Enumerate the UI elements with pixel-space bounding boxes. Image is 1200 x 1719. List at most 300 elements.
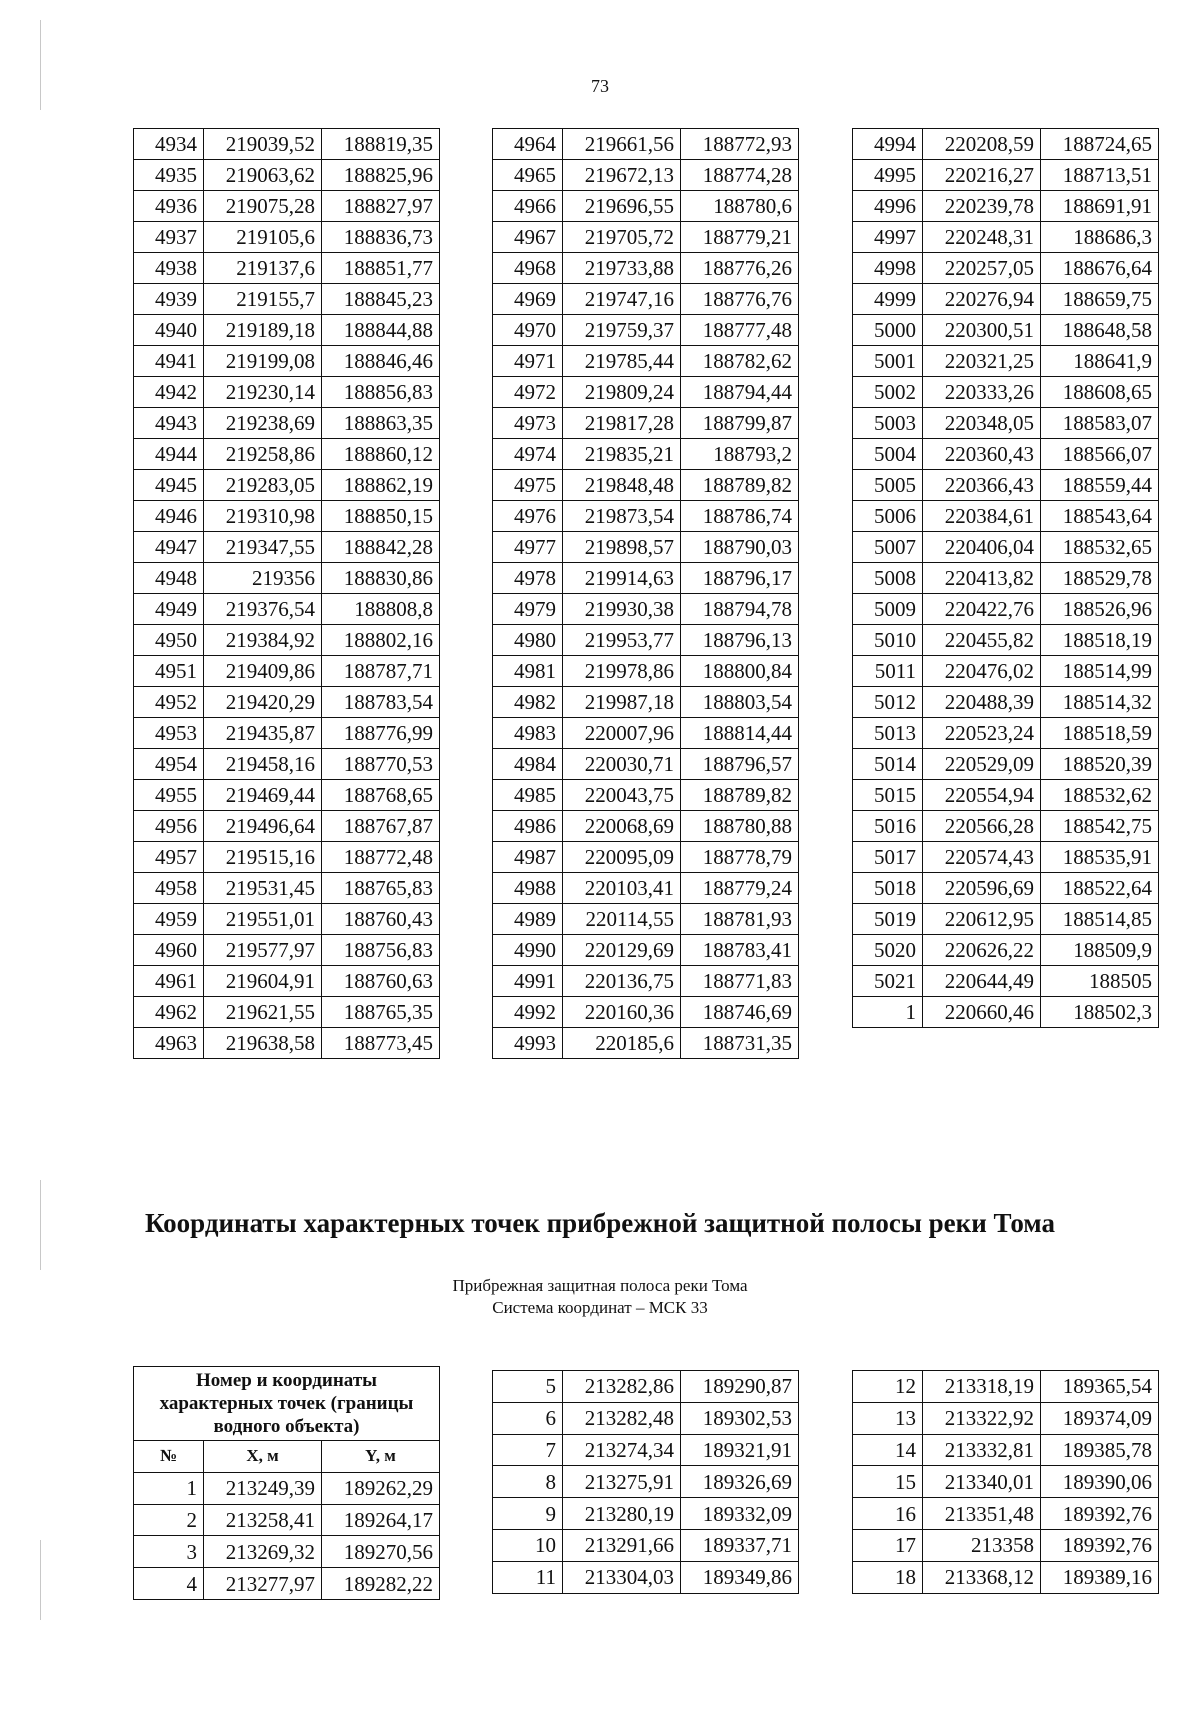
y-coordinate: 188514,99 xyxy=(1041,656,1159,687)
table-row xyxy=(493,656,799,687)
x-coordinate: 213322,92 xyxy=(923,1402,1041,1434)
table-row xyxy=(493,470,799,501)
table-row xyxy=(493,253,799,284)
point-number: 4958 xyxy=(134,873,204,904)
y-coordinate: 188787,71 xyxy=(322,656,440,687)
point-number: 4973 xyxy=(493,408,563,439)
column-header-number: № xyxy=(134,1441,204,1473)
x-coordinate: 213274,34 xyxy=(563,1434,681,1466)
x-coordinate: 213258,41 xyxy=(204,1504,322,1536)
point-number: 4988 xyxy=(493,873,563,904)
table-row xyxy=(853,1434,1159,1466)
table-row xyxy=(853,1498,1159,1530)
point-number: 6 xyxy=(493,1402,563,1434)
table-row xyxy=(493,1028,799,1059)
coordinates-table-2 xyxy=(492,128,799,1059)
table-row xyxy=(134,563,440,594)
x-coordinate: 213269,32 xyxy=(204,1536,322,1568)
boundary-table-3 xyxy=(852,1370,1159,1594)
x-coordinate: 219137,6 xyxy=(204,253,322,284)
point-number: 4967 xyxy=(493,222,563,253)
coordinates-table-3 xyxy=(852,128,1159,1028)
table-row xyxy=(853,470,1159,501)
y-coordinate: 189374,09 xyxy=(1041,1402,1159,1434)
table-row xyxy=(134,253,440,284)
table-row xyxy=(853,563,1159,594)
x-coordinate: 219515,16 xyxy=(204,842,322,873)
table-row xyxy=(134,625,440,656)
table-row xyxy=(493,160,799,191)
table-row xyxy=(134,315,440,346)
table-row xyxy=(134,873,440,904)
point-number: 4979 xyxy=(493,594,563,625)
point-number: 4952 xyxy=(134,687,204,718)
point-number: 4993 xyxy=(493,1028,563,1059)
table-row xyxy=(493,1561,799,1593)
table-row xyxy=(493,997,799,1028)
y-coordinate: 188526,96 xyxy=(1041,594,1159,625)
point-number: 4945 xyxy=(134,470,204,501)
table-row xyxy=(493,873,799,904)
y-coordinate: 188676,64 xyxy=(1041,253,1159,284)
point-number: 4955 xyxy=(134,780,204,811)
y-coordinate: 188583,07 xyxy=(1041,408,1159,439)
coordinates-table-1 xyxy=(133,128,440,1059)
point-number: 4961 xyxy=(134,966,204,997)
x-coordinate: 219873,54 xyxy=(563,501,681,532)
y-coordinate: 188827,97 xyxy=(322,191,440,222)
x-coordinate: 219384,92 xyxy=(204,625,322,656)
y-coordinate: 189290,87 xyxy=(681,1371,799,1403)
y-coordinate: 188535,91 xyxy=(1041,842,1159,873)
point-number: 4975 xyxy=(493,470,563,501)
point-number: 4997 xyxy=(853,222,923,253)
x-coordinate: 219469,44 xyxy=(204,780,322,811)
y-coordinate: 188780,6 xyxy=(681,191,799,222)
point-number: 4948 xyxy=(134,563,204,594)
table-row xyxy=(134,1536,440,1568)
x-coordinate: 219283,05 xyxy=(204,470,322,501)
y-coordinate: 188794,44 xyxy=(681,377,799,408)
point-number: 5007 xyxy=(853,532,923,563)
point-number: 13 xyxy=(853,1402,923,1434)
point-number: 4974 xyxy=(493,439,563,470)
x-coordinate: 213282,86 xyxy=(563,1371,681,1403)
y-coordinate: 188529,78 xyxy=(1041,563,1159,594)
table-row xyxy=(853,873,1159,904)
point-number: 4951 xyxy=(134,656,204,687)
table-row xyxy=(853,284,1159,315)
table-row xyxy=(493,1371,799,1403)
y-coordinate: 188794,78 xyxy=(681,594,799,625)
y-coordinate: 189389,16 xyxy=(1041,1561,1159,1593)
x-coordinate: 219420,29 xyxy=(204,687,322,718)
y-coordinate: 188789,82 xyxy=(681,470,799,501)
y-coordinate: 188863,35 xyxy=(322,408,440,439)
table-row xyxy=(493,532,799,563)
point-number: 4994 xyxy=(853,129,923,160)
table-row xyxy=(493,222,799,253)
table-row xyxy=(493,904,799,935)
table-row xyxy=(853,1371,1159,1403)
table-row xyxy=(493,842,799,873)
y-coordinate: 188509,9 xyxy=(1041,935,1159,966)
table-row xyxy=(853,222,1159,253)
y-coordinate: 188800,84 xyxy=(681,656,799,687)
x-coordinate: 213351,48 xyxy=(923,1498,1041,1530)
x-coordinate: 219458,16 xyxy=(204,749,322,780)
table-row xyxy=(853,501,1159,532)
table-row xyxy=(493,284,799,315)
y-coordinate: 188566,07 xyxy=(1041,439,1159,470)
point-number: 4956 xyxy=(134,811,204,842)
y-coordinate: 188773,45 xyxy=(322,1028,440,1059)
y-coordinate: 189321,91 xyxy=(681,1434,799,1466)
point-number: 8 xyxy=(493,1466,563,1498)
point-number: 2 xyxy=(134,1504,204,1536)
table-row xyxy=(134,532,440,563)
y-coordinate: 188532,62 xyxy=(1041,780,1159,811)
point-number: 5 xyxy=(493,1371,563,1403)
x-coordinate: 219930,38 xyxy=(563,594,681,625)
table-row xyxy=(493,625,799,656)
x-coordinate: 219310,98 xyxy=(204,501,322,532)
point-number: 4995 xyxy=(853,160,923,191)
table-row xyxy=(853,749,1159,780)
table-row xyxy=(853,160,1159,191)
point-number: 5002 xyxy=(853,377,923,408)
table-row xyxy=(134,687,440,718)
table-row xyxy=(853,718,1159,749)
y-coordinate: 188782,62 xyxy=(681,346,799,377)
point-number: 4936 xyxy=(134,191,204,222)
point-number: 4954 xyxy=(134,749,204,780)
y-coordinate: 188760,43 xyxy=(322,904,440,935)
table-row xyxy=(493,129,799,160)
subheading-line-1: Прибрежная защитная полоса реки Тома xyxy=(452,1276,748,1295)
point-number: 4999 xyxy=(853,284,923,315)
y-coordinate: 188779,21 xyxy=(681,222,799,253)
x-coordinate: 219238,69 xyxy=(204,408,322,439)
table-row xyxy=(134,1028,440,1059)
boundary-table-1 xyxy=(133,1366,440,1600)
y-coordinate: 188819,35 xyxy=(322,129,440,160)
column-header-x: X, м xyxy=(204,1441,322,1473)
x-coordinate: 219258,86 xyxy=(204,439,322,470)
table-row xyxy=(134,1568,440,1600)
point-number: 4985 xyxy=(493,780,563,811)
y-coordinate: 188542,75 xyxy=(1041,811,1159,842)
x-coordinate: 220384,61 xyxy=(923,501,1041,532)
point-number: 4992 xyxy=(493,997,563,1028)
table-row xyxy=(853,532,1159,563)
table-header-title: Номер и координаты характерных точек (границы водного объекта) xyxy=(134,1367,440,1441)
table-row xyxy=(134,904,440,935)
y-coordinate: 188776,76 xyxy=(681,284,799,315)
y-coordinate: 188686,3 xyxy=(1041,222,1159,253)
table-row xyxy=(134,997,440,1028)
y-coordinate: 189390,06 xyxy=(1041,1466,1159,1498)
y-coordinate: 188713,51 xyxy=(1041,160,1159,191)
point-number: 3 xyxy=(134,1536,204,1568)
y-coordinate: 189332,09 xyxy=(681,1498,799,1530)
x-coordinate: 219785,44 xyxy=(563,346,681,377)
point-number: 4938 xyxy=(134,253,204,284)
table-row xyxy=(853,1561,1159,1593)
column-header-y: Y, м xyxy=(322,1441,440,1473)
table-row xyxy=(493,377,799,408)
table-row xyxy=(134,1504,440,1536)
x-coordinate: 219063,62 xyxy=(204,160,322,191)
y-coordinate: 188825,96 xyxy=(322,160,440,191)
point-number: 4962 xyxy=(134,997,204,1028)
x-coordinate: 220216,27 xyxy=(923,160,1041,191)
table-row xyxy=(134,501,440,532)
table-row xyxy=(493,346,799,377)
x-coordinate: 220529,09 xyxy=(923,749,1041,780)
x-coordinate: 219733,88 xyxy=(563,253,681,284)
point-number: 5010 xyxy=(853,625,923,656)
y-coordinate: 188691,91 xyxy=(1041,191,1159,222)
y-coordinate: 189392,76 xyxy=(1041,1529,1159,1561)
y-coordinate: 188789,82 xyxy=(681,780,799,811)
x-coordinate: 219898,57 xyxy=(563,532,681,563)
x-coordinate: 220208,59 xyxy=(923,129,1041,160)
point-number: 4947 xyxy=(134,532,204,563)
page-number: 73 xyxy=(591,76,609,96)
y-coordinate: 188746,69 xyxy=(681,997,799,1028)
table-row xyxy=(853,935,1159,966)
x-coordinate: 213340,01 xyxy=(923,1466,1041,1498)
x-coordinate: 220160,36 xyxy=(563,997,681,1028)
x-coordinate: 213249,39 xyxy=(204,1472,322,1504)
point-number: 5020 xyxy=(853,935,923,966)
x-coordinate: 219075,28 xyxy=(204,191,322,222)
y-coordinate: 188796,13 xyxy=(681,625,799,656)
point-number: 15 xyxy=(853,1466,923,1498)
table-row xyxy=(493,563,799,594)
point-number: 5003 xyxy=(853,408,923,439)
table-row xyxy=(493,718,799,749)
table-row xyxy=(853,966,1159,997)
table-row xyxy=(853,315,1159,346)
x-coordinate: 220043,75 xyxy=(563,780,681,811)
x-coordinate: 220476,02 xyxy=(923,656,1041,687)
table-row xyxy=(493,439,799,470)
table-row xyxy=(134,439,440,470)
x-coordinate: 220257,05 xyxy=(923,253,1041,284)
table-row xyxy=(853,1402,1159,1434)
y-coordinate: 188779,24 xyxy=(681,873,799,904)
y-coordinate: 188803,54 xyxy=(681,687,799,718)
y-coordinate: 188796,57 xyxy=(681,749,799,780)
point-number: 4943 xyxy=(134,408,204,439)
y-coordinate: 188808,8 xyxy=(322,594,440,625)
x-coordinate: 219189,18 xyxy=(204,315,322,346)
table-row xyxy=(853,780,1159,811)
table-row xyxy=(134,377,440,408)
table-row xyxy=(493,935,799,966)
table-row xyxy=(493,687,799,718)
table-row xyxy=(134,780,440,811)
table-row xyxy=(493,501,799,532)
point-number: 4998 xyxy=(853,253,923,284)
table-row xyxy=(493,1466,799,1498)
x-coordinate: 219978,86 xyxy=(563,656,681,687)
x-coordinate: 219435,87 xyxy=(204,718,322,749)
table-row xyxy=(134,594,440,625)
point-number: 4950 xyxy=(134,625,204,656)
y-coordinate: 188532,65 xyxy=(1041,532,1159,563)
table-row xyxy=(134,966,440,997)
x-coordinate: 220333,26 xyxy=(923,377,1041,408)
y-coordinate: 188781,93 xyxy=(681,904,799,935)
x-coordinate: 220612,95 xyxy=(923,904,1041,935)
y-coordinate: 188802,16 xyxy=(322,625,440,656)
y-coordinate: 188514,32 xyxy=(1041,687,1159,718)
x-coordinate: 219199,08 xyxy=(204,346,322,377)
table-row xyxy=(853,1466,1159,1498)
table-row xyxy=(493,315,799,346)
table-row xyxy=(493,191,799,222)
table-row xyxy=(493,594,799,625)
y-coordinate: 188846,46 xyxy=(322,346,440,377)
table-row xyxy=(134,284,440,315)
table-row xyxy=(493,749,799,780)
x-coordinate: 220276,94 xyxy=(923,284,1041,315)
x-coordinate: 220300,51 xyxy=(923,315,1041,346)
table-row xyxy=(853,1529,1159,1561)
table-row xyxy=(134,346,440,377)
table-row xyxy=(493,811,799,842)
point-number: 4968 xyxy=(493,253,563,284)
table-row xyxy=(853,656,1159,687)
table-row xyxy=(853,346,1159,377)
table-row xyxy=(134,1472,440,1504)
x-coordinate: 219848,48 xyxy=(563,470,681,501)
x-coordinate: 213318,19 xyxy=(923,1371,1041,1403)
point-number: 4986 xyxy=(493,811,563,842)
x-coordinate: 220129,69 xyxy=(563,935,681,966)
point-number: 4937 xyxy=(134,222,204,253)
point-number: 5016 xyxy=(853,811,923,842)
point-number: 4957 xyxy=(134,842,204,873)
point-number: 1 xyxy=(853,997,923,1028)
y-coordinate: 188505 xyxy=(1041,966,1159,997)
x-coordinate: 219661,56 xyxy=(563,129,681,160)
point-number: 16 xyxy=(853,1498,923,1530)
x-coordinate: 220095,09 xyxy=(563,842,681,873)
x-coordinate: 220007,96 xyxy=(563,718,681,749)
point-number: 4969 xyxy=(493,284,563,315)
y-coordinate: 188767,87 xyxy=(322,811,440,842)
table-row xyxy=(134,656,440,687)
table-row xyxy=(134,811,440,842)
y-coordinate: 188771,83 xyxy=(681,966,799,997)
y-coordinate: 188793,2 xyxy=(681,439,799,470)
y-coordinate: 188518,19 xyxy=(1041,625,1159,656)
point-number: 4982 xyxy=(493,687,563,718)
x-coordinate: 219230,14 xyxy=(204,377,322,408)
point-number: 4965 xyxy=(493,160,563,191)
table-row xyxy=(853,904,1159,935)
x-coordinate: 213332,81 xyxy=(923,1434,1041,1466)
y-coordinate: 189326,69 xyxy=(681,1466,799,1498)
x-coordinate: 220103,41 xyxy=(563,873,681,904)
point-number: 4996 xyxy=(853,191,923,222)
point-number: 4935 xyxy=(134,160,204,191)
table-row xyxy=(853,253,1159,284)
point-number: 4941 xyxy=(134,346,204,377)
y-coordinate: 188836,73 xyxy=(322,222,440,253)
x-coordinate: 219496,64 xyxy=(204,811,322,842)
y-coordinate: 188850,15 xyxy=(322,501,440,532)
y-coordinate: 188844,88 xyxy=(322,315,440,346)
point-number: 4971 xyxy=(493,346,563,377)
x-coordinate: 219604,91 xyxy=(204,966,322,997)
y-coordinate: 188790,03 xyxy=(681,532,799,563)
x-coordinate: 220114,55 xyxy=(563,904,681,935)
table-row xyxy=(134,160,440,191)
point-number: 1 xyxy=(134,1472,204,1504)
point-number: 5001 xyxy=(853,346,923,377)
x-coordinate: 220455,82 xyxy=(923,625,1041,656)
x-coordinate: 219987,18 xyxy=(563,687,681,718)
y-coordinate: 188856,83 xyxy=(322,377,440,408)
x-coordinate: 220413,82 xyxy=(923,563,1041,594)
point-number: 4990 xyxy=(493,935,563,966)
table-row xyxy=(493,780,799,811)
point-number: 4960 xyxy=(134,935,204,966)
y-coordinate: 188786,74 xyxy=(681,501,799,532)
x-coordinate: 213280,19 xyxy=(563,1498,681,1530)
x-coordinate: 220360,43 xyxy=(923,439,1041,470)
point-number: 4977 xyxy=(493,532,563,563)
point-number: 5006 xyxy=(853,501,923,532)
x-coordinate: 220136,75 xyxy=(563,966,681,997)
x-coordinate: 213277,97 xyxy=(204,1568,322,1600)
table-row xyxy=(134,222,440,253)
boundary-table-2 xyxy=(492,1370,799,1594)
table-row xyxy=(853,408,1159,439)
point-number: 4946 xyxy=(134,501,204,532)
y-coordinate: 188776,26 xyxy=(681,253,799,284)
y-coordinate: 189262,29 xyxy=(322,1472,440,1504)
table-row xyxy=(853,377,1159,408)
point-number: 5004 xyxy=(853,439,923,470)
x-coordinate: 220422,76 xyxy=(923,594,1041,625)
x-coordinate: 220068,69 xyxy=(563,811,681,842)
y-coordinate: 189302,53 xyxy=(681,1402,799,1434)
scan-artifact-line xyxy=(40,1540,41,1620)
table-row xyxy=(134,842,440,873)
y-coordinate: 188768,65 xyxy=(322,780,440,811)
y-coordinate: 188862,19 xyxy=(322,470,440,501)
section-subheading xyxy=(0,1275,1200,1319)
x-coordinate: 220626,22 xyxy=(923,935,1041,966)
x-coordinate: 219705,72 xyxy=(563,222,681,253)
y-coordinate: 188780,88 xyxy=(681,811,799,842)
table-row xyxy=(853,842,1159,873)
point-number: 5017 xyxy=(853,842,923,873)
point-number: 4966 xyxy=(493,191,563,222)
x-coordinate: 219356 xyxy=(204,563,322,594)
y-coordinate: 189392,76 xyxy=(1041,1498,1159,1530)
x-coordinate: 219817,28 xyxy=(563,408,681,439)
y-coordinate: 189270,56 xyxy=(322,1536,440,1568)
y-coordinate: 188559,44 xyxy=(1041,470,1159,501)
x-coordinate: 213304,03 xyxy=(563,1561,681,1593)
